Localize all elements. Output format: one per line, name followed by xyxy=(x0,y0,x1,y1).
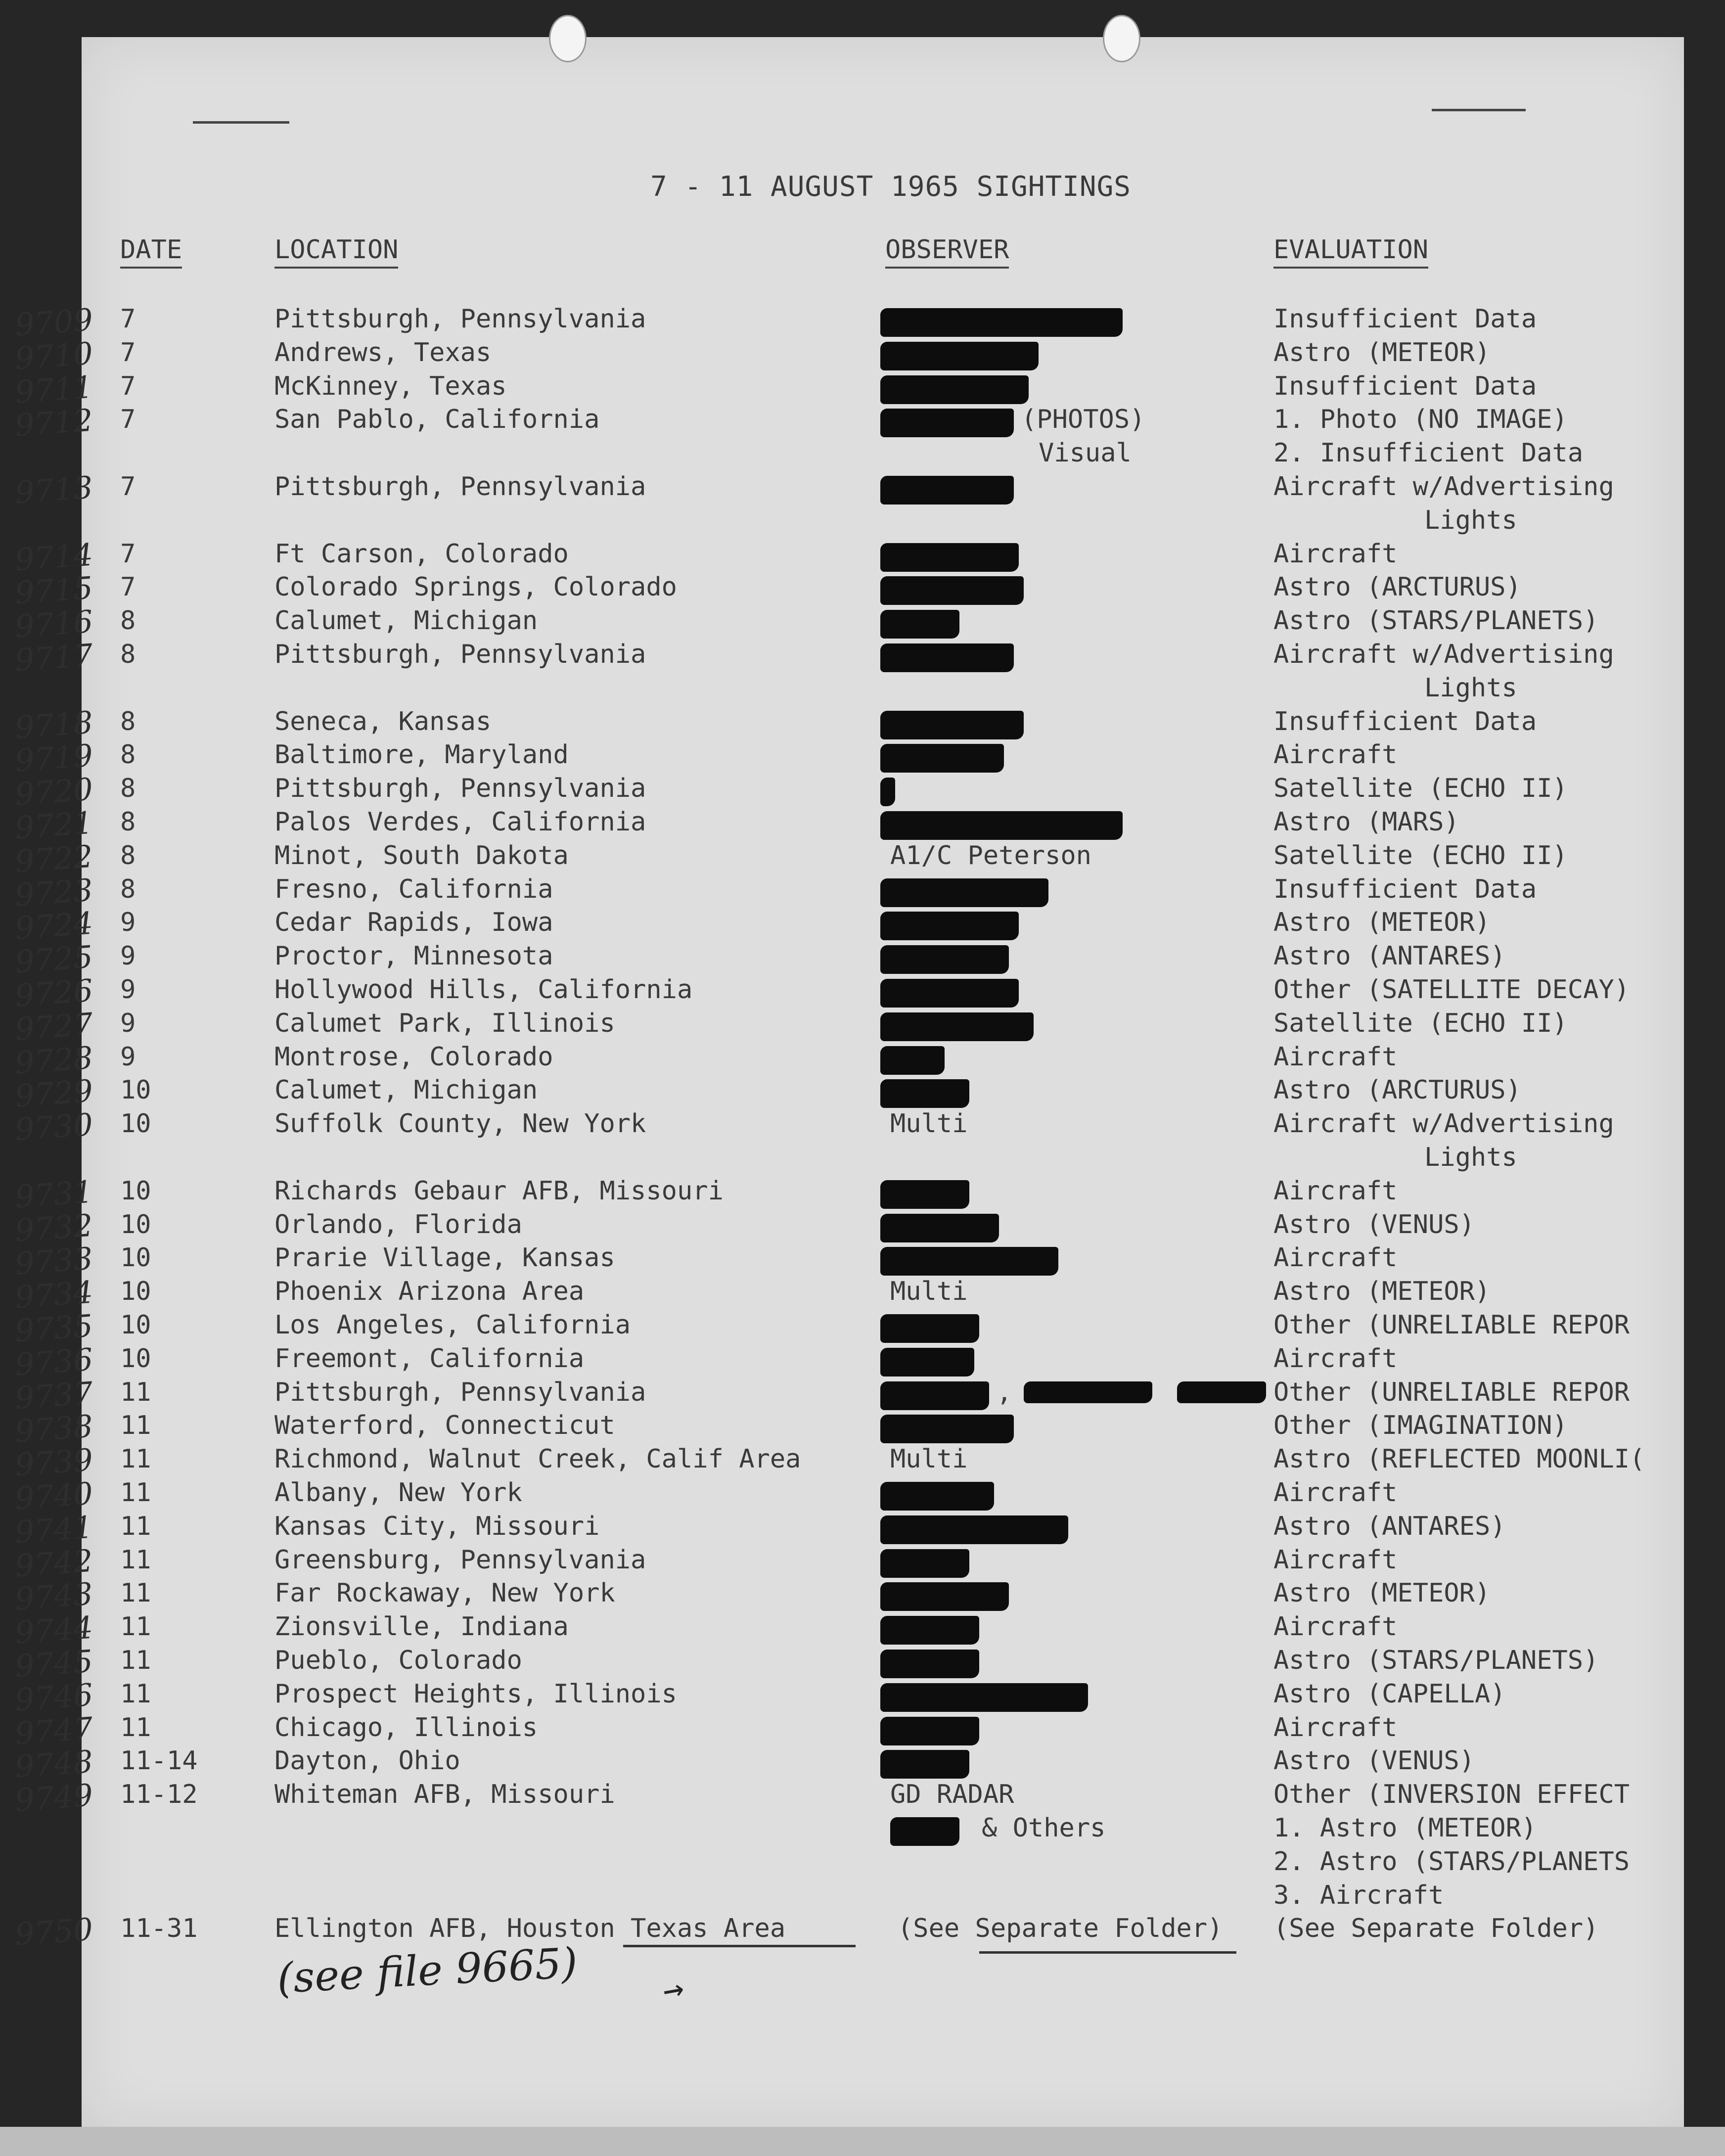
table-row xyxy=(0,1106,1725,1148)
redaction-bar xyxy=(890,1817,959,1846)
redaction-bar xyxy=(880,1046,945,1075)
evaluation-cell: Aircraft xyxy=(1273,1243,1398,1273)
date-cell: 9 xyxy=(120,975,136,1005)
table-row xyxy=(0,1643,1725,1685)
evaluation-cell: Aircraft xyxy=(1273,1343,1398,1374)
evaluation-cell: Aircraft w/Advertising xyxy=(1273,640,1614,669)
underline xyxy=(979,1951,1236,1954)
date-cell: 10 xyxy=(120,1075,151,1105)
sighting-number: 9725 xyxy=(13,938,94,980)
table-row xyxy=(0,469,1725,511)
redaction-bar xyxy=(880,778,895,806)
redaction-bar xyxy=(880,1381,989,1410)
sighting-number: 9736 xyxy=(13,1341,94,1383)
date-cell: 7 xyxy=(120,472,136,502)
sighting-number: 9719 xyxy=(13,737,94,779)
evaluation-cell: Astro (ARCTURUS) xyxy=(1273,572,1521,602)
redaction-bar xyxy=(880,1415,1014,1443)
date-cell: 11 xyxy=(120,1545,151,1575)
table-row xyxy=(0,972,1725,1014)
table-row xyxy=(0,1676,1725,1718)
date-cell: 11 xyxy=(120,1612,151,1642)
evaluation-cell: Other (SATELLITE DECAY) xyxy=(1273,975,1630,1005)
table-row xyxy=(0,1542,1725,1584)
location-cell: Los Angeles, California xyxy=(274,1310,631,1340)
location-cell: Kansas City, Missouri xyxy=(274,1511,600,1541)
observer-cell: Multi xyxy=(890,1109,968,1139)
observer-cell: Multi xyxy=(890,1277,968,1307)
redaction-bar xyxy=(880,576,1024,605)
redaction-bar xyxy=(880,476,1014,505)
evaluation-cell: Aircraft xyxy=(1273,1176,1398,1206)
date-cell: 8 xyxy=(120,874,136,904)
location-cell: Montrose, Colorado xyxy=(274,1042,553,1072)
location-cell: Pittsburgh, Pennsylvania xyxy=(274,640,646,669)
evaluation-cell: 2. Astro (STARS/PLANETS xyxy=(1273,1846,1630,1877)
evaluation-cell: Aircraft xyxy=(1273,539,1398,569)
location-cell: Zionsville, Indiana xyxy=(274,1612,569,1642)
sighting-number: 9710 xyxy=(13,335,94,377)
date-cell: 10 xyxy=(120,1109,151,1139)
location-cell: Hollywood Hills, California xyxy=(274,975,693,1005)
evaluation-cell: Astro (CAPELLA) xyxy=(1273,1679,1506,1709)
sighting-number: 9716 xyxy=(13,603,94,645)
sighting-number: 9709 xyxy=(13,301,94,343)
sighting-number: 9745 xyxy=(13,1643,94,1685)
date-cell: 11 xyxy=(120,1478,151,1508)
redaction-bar xyxy=(880,878,1048,907)
sighting-number: 9739 xyxy=(13,1441,94,1483)
table-row xyxy=(0,1813,1725,1847)
sighting-number: 9721 xyxy=(13,804,94,846)
table-row xyxy=(0,1039,1725,1081)
redaction-bar xyxy=(880,945,1009,974)
location-cell: Orlando, Florida xyxy=(274,1209,522,1239)
date-cell: 8 xyxy=(120,740,136,770)
date-cell: 8 xyxy=(120,840,136,871)
redaction-bar xyxy=(880,979,1019,1008)
evaluation-cell: Satellite (ECHO II) xyxy=(1273,774,1568,804)
evaluation-cell: Other (IMAGINATION) xyxy=(1273,1411,1568,1441)
evaluation-cell: Insufficient Data xyxy=(1273,371,1537,401)
observer-cell: GD RADAR xyxy=(890,1780,1014,1810)
location-cell: Cedar Rapids, Iowa xyxy=(274,908,553,938)
binder-hole xyxy=(1103,15,1140,62)
evaluation-cell: Astro (STARS/PLANETS) xyxy=(1273,1646,1599,1675)
evaluation-cell: Astro (METEOR) xyxy=(1273,1277,1491,1307)
evaluation-cell: Satellite (ECHO II) xyxy=(1273,1008,1568,1038)
sighting-number: 9743 xyxy=(13,1575,94,1617)
sighting-number: 9731 xyxy=(13,1173,94,1215)
table-row xyxy=(0,1072,1725,1114)
date-cell: 11 xyxy=(120,1377,151,1407)
evaluation-cell: Aircraft xyxy=(1273,1712,1398,1743)
evaluation-cell: Astro (STARS/PLANETS) xyxy=(1273,606,1599,636)
redaction-bar xyxy=(880,744,1004,773)
location-cell: Pittsburgh, Pennsylvania xyxy=(274,304,646,334)
evaluation-cell: 3. Aircraft xyxy=(1273,1880,1444,1910)
observer-cell: Visual xyxy=(1039,438,1132,468)
evaluation-cell: Astro (VENUS) xyxy=(1273,1746,1475,1776)
evaluation-cell: Astro (METEOR) xyxy=(1273,1578,1491,1608)
sighting-number: 9744 xyxy=(13,1609,94,1651)
table-row xyxy=(0,536,1725,578)
evaluation-cell: Astro (REFLECTED MOONLI( xyxy=(1273,1444,1645,1474)
location-cell: Minot, South Dakota xyxy=(274,840,569,871)
date-cell: 10 xyxy=(120,1176,151,1206)
date-cell: 11-12 xyxy=(120,1780,198,1810)
evaluation-cell: Astro (ANTARES) xyxy=(1273,941,1506,971)
location-cell: Fresno, California xyxy=(274,874,553,904)
redaction-bar xyxy=(880,1515,1068,1544)
observer-cell: , xyxy=(997,1377,1012,1407)
location-cell: Far Rockaway, New York xyxy=(274,1578,615,1608)
evaluation-cell: Aircraft xyxy=(1273,740,1398,770)
table-row xyxy=(0,1006,1725,1048)
evaluation-continuation: Lights xyxy=(1424,673,1517,703)
location-cell: Ellington AFB, Houston Texas Area xyxy=(274,1914,786,1944)
location-cell: Colorado Springs, Colorado xyxy=(274,572,677,602)
location-cell: Seneca, Kansas xyxy=(274,706,492,736)
table-row xyxy=(0,1911,1725,1953)
date-cell: 9 xyxy=(120,908,136,938)
date-cell: 11 xyxy=(120,1578,151,1608)
redaction-bar xyxy=(880,811,1123,840)
evaluation-cell: Aircraft xyxy=(1273,1478,1398,1508)
sighting-number: 9711 xyxy=(13,368,94,411)
evaluation-continuation: Lights xyxy=(1424,505,1517,535)
sighting-number: 9724 xyxy=(13,905,94,947)
sighting-number: 9722 xyxy=(13,838,94,880)
date-cell: 10 xyxy=(120,1209,151,1239)
redaction-bar xyxy=(880,1348,974,1376)
date-cell: 7 xyxy=(120,405,136,435)
date-cell: 7 xyxy=(120,371,136,401)
evaluation-cell: Insufficient Data xyxy=(1273,706,1537,736)
sighting-number: 9750 xyxy=(13,1911,94,1953)
location-cell: Whiteman AFB, Missouri xyxy=(274,1780,615,1810)
location-cell: Richards Gebaur AFB, Missouri xyxy=(274,1176,724,1206)
header-observer: OBSERVER xyxy=(885,235,1009,269)
location-cell: Albany, New York xyxy=(274,1478,522,1508)
evaluation-cell: Astro (METEOR) xyxy=(1273,908,1491,938)
location-cell: Phoenix Arizona Area xyxy=(274,1277,585,1307)
table-row xyxy=(0,1509,1725,1551)
table-row xyxy=(0,1475,1725,1517)
redaction-bar xyxy=(880,1549,969,1578)
location-cell: Prarie Village, Kansas xyxy=(274,1243,615,1273)
evaluation-cell: Other (INVERSION EFFECT xyxy=(1273,1780,1630,1810)
evaluation-cell: Aircraft xyxy=(1273,1612,1398,1642)
table-row xyxy=(0,804,1725,846)
sighting-number: 9718 xyxy=(13,704,94,746)
sighting-number: 9748 xyxy=(13,1743,94,1785)
evaluation-cell: Astro (VENUS) xyxy=(1273,1209,1475,1239)
sighting-number: 9727 xyxy=(13,1006,94,1048)
redaction-bar xyxy=(880,1214,999,1242)
redaction-bar xyxy=(880,610,959,639)
redaction-bar xyxy=(880,342,1039,370)
evaluation-cell: (See Separate Folder) xyxy=(1273,1914,1599,1944)
location-cell: Freemont, California xyxy=(274,1343,585,1374)
redaction-bar xyxy=(880,375,1029,404)
location-cell: Suffolk County, New York xyxy=(274,1109,646,1139)
table-row xyxy=(0,905,1725,947)
location-cell: Calumet Park, Illinois xyxy=(274,1008,615,1038)
date-cell: 8 xyxy=(120,706,136,736)
table-row xyxy=(0,1341,1725,1383)
evaluation-cell: Aircraft w/Advertising xyxy=(1273,472,1614,502)
table-row xyxy=(0,569,1725,611)
date-cell: 8 xyxy=(120,606,136,636)
sighting-number: 9733 xyxy=(13,1240,94,1282)
redaction-bar xyxy=(880,1683,1088,1712)
location-cell: Pueblo, Colorado xyxy=(274,1646,522,1675)
table-row xyxy=(0,1240,1725,1282)
underline xyxy=(623,1945,856,1947)
observer-cell: A1/C Peterson xyxy=(890,840,1091,871)
evaluation-cell: Other (UNRELIABLE REPOR xyxy=(1273,1377,1630,1407)
evaluation-cell: 2. Insufficient Data xyxy=(1273,438,1584,468)
sighting-number: 9713 xyxy=(13,469,94,511)
sighting-number: 9715 xyxy=(13,569,94,611)
table-row xyxy=(0,1375,1725,1417)
evaluation-cell: Astro (MARS) xyxy=(1273,807,1459,837)
location-cell: McKinney, Texas xyxy=(274,371,507,401)
sighting-number: 9720 xyxy=(13,771,94,813)
evaluation-cell: Astro (METEOR) xyxy=(1273,337,1491,367)
sighting-number: 9726 xyxy=(13,972,94,1014)
location-cell: Palos Verdes, California xyxy=(274,807,646,837)
table-row xyxy=(0,1777,1725,1819)
table-row xyxy=(0,737,1725,779)
sighting-number: 9740 xyxy=(13,1475,94,1517)
evaluation-cell: Other (UNRELIABLE REPOR xyxy=(1273,1310,1630,1340)
sighting-number: 9746 xyxy=(13,1676,94,1718)
evaluation-cell: 1. Astro (METEOR) xyxy=(1273,1813,1537,1843)
table-row xyxy=(0,368,1725,411)
redaction-bar xyxy=(880,1314,979,1343)
table-row xyxy=(0,603,1725,645)
header-dash xyxy=(193,121,289,124)
sighting-number: 9749 xyxy=(13,1777,94,1819)
date-cell: 7 xyxy=(120,539,136,569)
redaction-bar xyxy=(880,1750,969,1779)
location-cell: Baltimore, Maryland xyxy=(274,740,569,770)
evaluation-cell: Astro (ANTARES) xyxy=(1273,1511,1506,1541)
redaction-bar xyxy=(880,1650,979,1678)
table-row xyxy=(0,438,1725,472)
redaction-bar xyxy=(880,1012,1034,1041)
redaction-bar xyxy=(880,1717,979,1745)
date-cell: 11 xyxy=(120,1511,151,1541)
date-cell: 11-14 xyxy=(120,1746,198,1776)
table-row xyxy=(0,1575,1725,1617)
date-cell: 9 xyxy=(120,941,136,971)
location-cell: Ft Carson, Colorado xyxy=(274,539,569,569)
redaction-bar xyxy=(880,1079,969,1108)
location-cell: Chicago, Illinois xyxy=(274,1712,538,1743)
date-cell: 9 xyxy=(120,1008,136,1038)
evaluation-cell: 1. Photo (NO IMAGE) xyxy=(1273,405,1568,435)
redaction-bar xyxy=(880,1616,979,1645)
date-cell: 9 xyxy=(120,1042,136,1072)
location-cell: Prospect Heights, Illinois xyxy=(274,1679,677,1709)
evaluation-cell: Insufficient Data xyxy=(1273,304,1537,334)
table-row xyxy=(0,1847,1725,1881)
table-row xyxy=(0,704,1725,746)
redaction-bar xyxy=(880,1180,969,1209)
redaction-bar xyxy=(1177,1381,1266,1403)
sighting-number: 9737 xyxy=(13,1375,94,1417)
table-row xyxy=(0,938,1725,980)
sighting-number: 9717 xyxy=(13,637,94,679)
header-location: LOCATION xyxy=(274,235,398,269)
sighting-number: 9741 xyxy=(13,1509,94,1551)
header-date: DATE xyxy=(120,235,182,269)
sighting-number: 9730 xyxy=(13,1106,94,1148)
observer-cell: Multi xyxy=(890,1444,968,1474)
table-row xyxy=(0,1743,1725,1785)
header-evaluation: EVALUATION xyxy=(1273,235,1428,269)
header-dash xyxy=(1432,109,1526,111)
scan-edge xyxy=(0,2127,1725,2156)
sighting-number: 9747 xyxy=(13,1710,94,1752)
table-row xyxy=(0,1408,1725,1450)
sighting-number: 9735 xyxy=(13,1307,94,1349)
location-cell: Waterford, Connecticut xyxy=(274,1411,615,1441)
location-cell: Pittsburgh, Pennsylvania xyxy=(274,472,646,502)
redaction-bar xyxy=(880,409,1014,437)
location-cell: Pittsburgh, Pennsylvania xyxy=(274,774,646,804)
observer-cell: (PHOTOS) xyxy=(1021,405,1145,435)
table-row xyxy=(0,838,1725,880)
location-cell: Calumet, Michigan xyxy=(274,1075,538,1105)
observer-cell: (See Separate Folder) xyxy=(898,1914,1223,1944)
date-cell: 11 xyxy=(120,1646,151,1675)
redaction-bar xyxy=(880,1482,994,1511)
table-row xyxy=(0,1609,1725,1651)
date-cell: 11 xyxy=(120,1411,151,1441)
redaction-bar xyxy=(1024,1381,1152,1403)
sighting-number: 9738 xyxy=(13,1408,94,1450)
date-cell: 11 xyxy=(120,1712,151,1743)
sighting-number: 9728 xyxy=(13,1039,94,1081)
date-cell: 10 xyxy=(120,1343,151,1374)
date-cell: 8 xyxy=(120,807,136,837)
location-cell: Dayton, Ohio xyxy=(274,1746,460,1776)
table-row xyxy=(0,1274,1725,1316)
sighting-number: 9732 xyxy=(13,1207,94,1249)
table-row xyxy=(0,771,1725,813)
date-cell: 7 xyxy=(120,337,136,367)
table-row xyxy=(0,402,1725,444)
location-cell: Greensburg, Pennsylvania xyxy=(274,1545,646,1575)
evaluation-cell: Aircraft xyxy=(1273,1042,1398,1072)
location-cell: Andrews, Texas xyxy=(274,337,492,367)
table-row xyxy=(0,1307,1725,1349)
redaction-bar xyxy=(880,1247,1058,1276)
table-row xyxy=(0,301,1725,343)
redaction-bar xyxy=(880,643,1014,672)
table-row xyxy=(0,1173,1725,1215)
table-row xyxy=(0,1710,1725,1752)
date-cell: 10 xyxy=(120,1277,151,1307)
evaluation-continuation: Lights xyxy=(1424,1143,1517,1172)
redaction-bar xyxy=(880,1582,1009,1611)
observer-cell: & Others xyxy=(982,1813,1106,1843)
evaluation-cell: Astro (ARCTURUS) xyxy=(1273,1075,1521,1105)
date-cell: 11-31 xyxy=(120,1914,198,1944)
redaction-bar xyxy=(880,711,1024,739)
table-row xyxy=(0,1207,1725,1249)
sighting-number: 9734 xyxy=(13,1274,94,1316)
sighting-number: 9723 xyxy=(13,872,94,914)
date-cell: 7 xyxy=(120,304,136,334)
evaluation-cell: Satellite (ECHO II) xyxy=(1273,840,1568,871)
date-cell: 8 xyxy=(120,640,136,669)
table-row xyxy=(0,872,1725,914)
sighting-number: 9712 xyxy=(13,402,94,444)
binder-hole xyxy=(549,15,587,62)
sighting-number: 9714 xyxy=(13,536,94,578)
date-cell: 11 xyxy=(120,1444,151,1474)
handwritten-note: (see file 9665) xyxy=(275,1938,579,2003)
date-cell: 7 xyxy=(120,572,136,602)
sighting-number: 9729 xyxy=(13,1072,94,1114)
table-row xyxy=(0,673,1725,707)
location-cell: Calumet, Michigan xyxy=(274,606,538,636)
table-row xyxy=(0,1441,1725,1483)
location-cell: San Pablo, California xyxy=(274,405,600,435)
location-cell: Proctor, Minnesota xyxy=(274,941,553,971)
evaluation-cell: Aircraft w/Advertising xyxy=(1273,1109,1614,1139)
date-cell: 10 xyxy=(120,1310,151,1340)
evaluation-cell: Insufficient Data xyxy=(1273,874,1537,904)
date-cell: 8 xyxy=(120,774,136,804)
redaction-bar xyxy=(880,912,1019,940)
table-row xyxy=(0,505,1725,539)
location-cell: Richmond, Walnut Creek, Calif Area xyxy=(274,1444,801,1474)
sighting-number: 9742 xyxy=(13,1542,94,1584)
redaction-bar xyxy=(880,308,1123,337)
arrow-icon: → xyxy=(659,1967,687,2011)
date-cell: 11 xyxy=(120,1679,151,1709)
table-row xyxy=(0,1881,1725,1914)
evaluation-cell: Aircraft xyxy=(1273,1545,1398,1575)
redaction-bar xyxy=(880,543,1019,572)
table-row xyxy=(0,637,1725,679)
location-cell: Pittsburgh, Pennsylvania xyxy=(274,1377,646,1407)
table-row xyxy=(0,335,1725,377)
table-row xyxy=(0,1143,1725,1176)
date-cell: 10 xyxy=(120,1243,151,1273)
page-title: 7 - 11 AUGUST 1965 SIGHTINGS xyxy=(650,171,1132,203)
